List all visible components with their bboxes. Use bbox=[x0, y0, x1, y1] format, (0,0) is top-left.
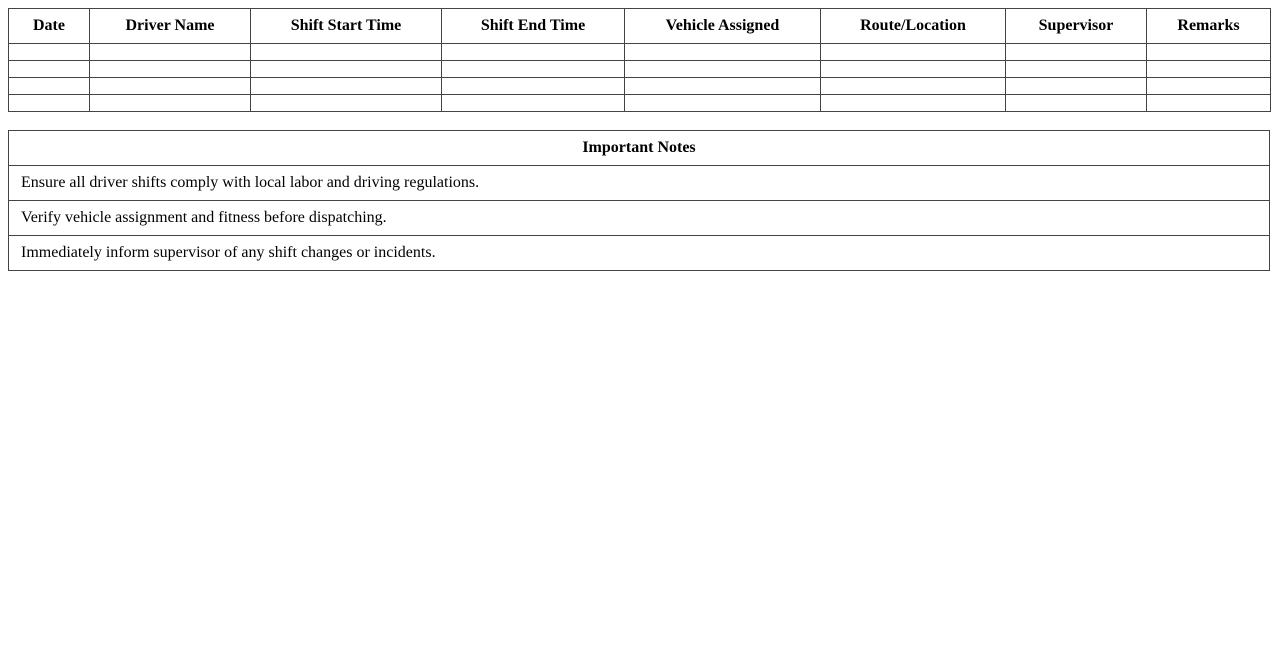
table-cell[interactable] bbox=[442, 44, 625, 61]
table-cell[interactable] bbox=[821, 61, 1006, 78]
driver-shift-schedule-table bbox=[8, 8, 1271, 112]
column-header-supervisor: Supervisor bbox=[1006, 9, 1147, 44]
table-cell[interactable] bbox=[442, 61, 625, 78]
table-cell[interactable] bbox=[1006, 95, 1147, 112]
column-header-remarks: Remarks bbox=[1147, 9, 1271, 44]
table-cell[interactable] bbox=[90, 78, 251, 95]
table-cell[interactable] bbox=[251, 61, 442, 78]
table-cell[interactable] bbox=[90, 61, 251, 78]
table-cell[interactable] bbox=[625, 95, 821, 112]
column-header-date: Date bbox=[9, 9, 90, 44]
table-cell[interactable] bbox=[1147, 61, 1271, 78]
table-cell[interactable] bbox=[442, 78, 625, 95]
table-cell[interactable] bbox=[251, 78, 442, 95]
table-cell[interactable] bbox=[251, 95, 442, 112]
note-item: Verify vehicle assignment and fitness before dispatching. bbox=[9, 201, 1270, 236]
important-notes-table bbox=[8, 130, 1270, 271]
table-cell[interactable] bbox=[1006, 61, 1147, 78]
column-header-route-location: Route/Location bbox=[821, 9, 1006, 44]
table-cell[interactable] bbox=[625, 78, 821, 95]
column-header-driver-name: Driver Name bbox=[90, 9, 251, 44]
table-cell[interactable] bbox=[9, 44, 90, 61]
column-header-shift-start-time: Shift Start Time bbox=[251, 9, 442, 44]
table-cell[interactable] bbox=[442, 95, 625, 112]
table-cell[interactable] bbox=[1147, 78, 1271, 95]
table-cell[interactable] bbox=[1006, 44, 1147, 61]
table-cell[interactable] bbox=[1147, 44, 1271, 61]
note-item: Immediately inform supervisor of any shift changes or incidents. bbox=[9, 236, 1270, 271]
table-cell[interactable] bbox=[9, 95, 90, 112]
table-cell[interactable] bbox=[821, 95, 1006, 112]
table-cell[interactable] bbox=[90, 44, 251, 61]
page bbox=[0, 0, 1278, 271]
table-header-row bbox=[9, 9, 1271, 44]
note-row bbox=[9, 166, 1270, 201]
table-cell[interactable] bbox=[251, 44, 442, 61]
table-row bbox=[9, 78, 1271, 95]
note-row bbox=[9, 236, 1270, 271]
note-row bbox=[9, 201, 1270, 236]
notes-title: Important Notes bbox=[9, 131, 1270, 166]
table-row bbox=[9, 95, 1271, 112]
table-row bbox=[9, 44, 1271, 61]
column-header-vehicle-assigned: Vehicle Assigned bbox=[625, 9, 821, 44]
table-row bbox=[9, 61, 1271, 78]
table-cell[interactable] bbox=[821, 78, 1006, 95]
table-cell[interactable] bbox=[821, 44, 1006, 61]
table-cell[interactable] bbox=[625, 61, 821, 78]
table-cell[interactable] bbox=[90, 95, 251, 112]
table-cell[interactable] bbox=[625, 44, 821, 61]
note-item: Ensure all driver shifts comply with local labor and driving regulations. bbox=[9, 166, 1270, 201]
column-header-shift-end-time: Shift End Time bbox=[442, 9, 625, 44]
notes-header-row bbox=[9, 131, 1270, 166]
table-cell[interactable] bbox=[9, 61, 90, 78]
table-cell[interactable] bbox=[1006, 78, 1147, 95]
table-cell[interactable] bbox=[9, 78, 90, 95]
table-cell[interactable] bbox=[1147, 95, 1271, 112]
